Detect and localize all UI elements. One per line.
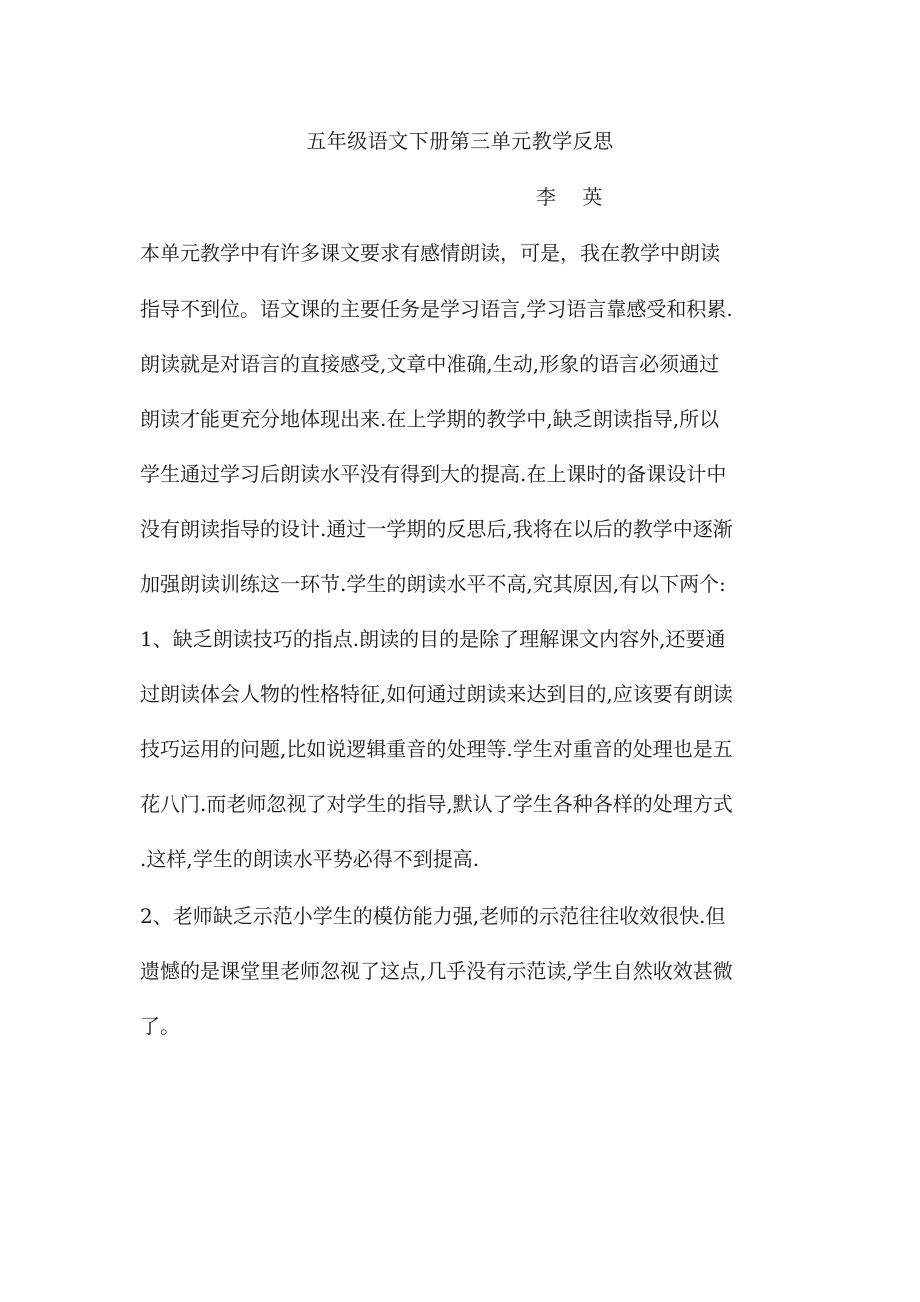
body-line: 加强朗读训练这一环节.学生的朗读水平不高,究其原因,有以下两个: — [140, 572, 726, 596]
document-title: 五年级语文下册第三单元教学反思 — [306, 129, 614, 153]
body-line: 指导不到位。语文课的主要任务是学习语言,学习语言靠感受和积累. — [140, 297, 733, 321]
body-line: 遗憾的是课堂里老师忽视了这点,几乎没有示范读,学生自然收效甚微 — [140, 959, 733, 983]
body-line: 过朗读体会人物的性格特征,如何通过朗读来达到目的,应该要有朗读 — [140, 682, 733, 706]
body-line: 本单元教学中有许多课文要求有感情朗读，可是，我在教学中朗读 — [140, 241, 720, 265]
body-line: 花八门.而老师忽视了对学生的指导,默认了学生各种各样的处理方式 — [140, 792, 733, 816]
body-line: 2、老师缺乏示范小学生的模仿能力强,老师的示范往往收效很快.但 — [140, 904, 726, 928]
body-line: 1、缺乏朗读技巧的指点.朗读的目的是除了理解课文内容外,还要通 — [140, 627, 726, 651]
body-line: 没有朗读指导的设计.通过一学期的反思后,我将在以后的教学中逐渐 — [140, 517, 733, 541]
body-line: 学生通过学习后朗读水平没有得到大的提高.在上课时的备课设计中 — [140, 462, 727, 486]
document-author: 李 英 — [536, 185, 613, 209]
body-line: 技巧运用的问题,比如说逻辑重音的处理等.学生对重音的处理也是五 — [140, 737, 733, 761]
body-line: .这样,学生的朗读水平势必得不到提高. — [140, 847, 480, 871]
body-line: 朗读才能更充分地体现出来.在上学期的教学中,缺乏朗读指导,所以 — [140, 407, 720, 431]
body-line: 朗读就是对语言的直接感受,文章中准确,生动,形象的语言必须通过 — [140, 352, 720, 376]
body-line: 了。 — [140, 1014, 180, 1038]
